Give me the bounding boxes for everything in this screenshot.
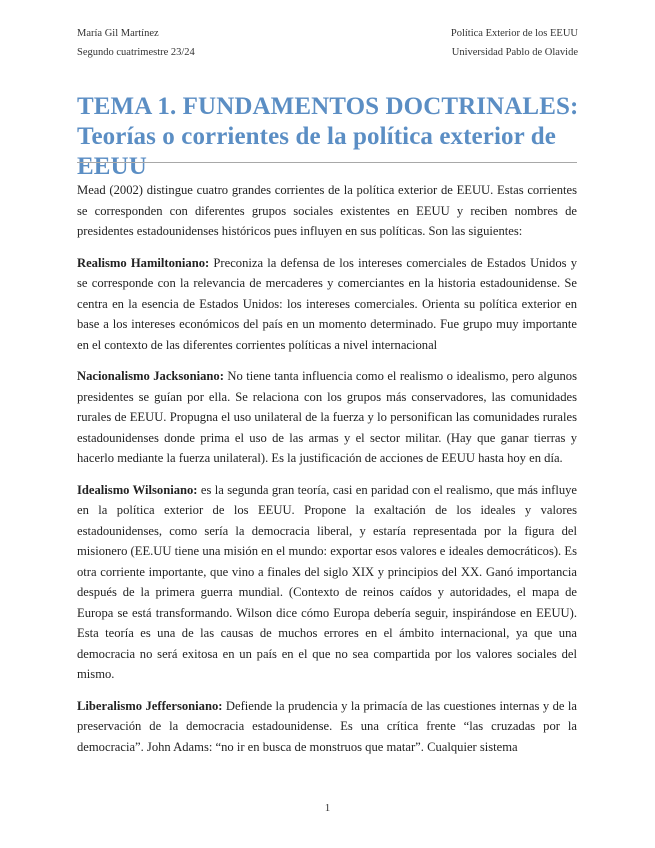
- header-course: Política Exterior de los EEUU: [450, 28, 578, 39]
- intro-paragraph: Mead (2002) distingue cuatro grandes corrientes de la política exterior de EEUU. Estas corrientes se corresponden con diferentes grupos sociales existentes en EEUU y reciben nombres de presidentes estadounidenses históricos pues influyen en sus políticas. Son las siguientes:: [77, 183, 577, 238]
- header-right: [451, 24, 578, 62]
- section-jacksonian: [77, 366, 577, 469]
- section-term: Liberalismo Jeffersoniano:: [77, 698, 223, 713]
- section-text: No tiene tanta influencia como el realismo o idealismo, pero algunos presidentes se guían por ella. Se relaciona con los grupos más conservadores, las comunidades rurales de EEUU. Propugna el uso unilateral de la fuerza y lo personifican las comunidades rurales estadounidenses donde prima el uso de las armas y el sector militar. (Hay que ganar tierras y hacerlo mediante la fuerza unilateral). Es la justificación de acciones de EEUU hasta hoy en día.: [77, 369, 578, 465]
- section-term: Realismo Hamiltoniano:: [77, 255, 210, 270]
- section-hamiltonian: [77, 253, 577, 356]
- title-line-2: Teorías o corrientes de la política exterior de EEUU: [77, 123, 556, 180]
- section-text: Preconiza la defensa de los intereses comerciales de Estados Unidos y se corresponde con la relevancia de mercaderes y comerciantes en la historia estadounidense. Se centra en la esencia de Estados Unidos: los intereses comerciales. Orienta su política exterior en base a los intereses económicos del país en un momento determinado. Fue grupo muy importante en el contexto de las diferentes corrientes políticas a nivel internacional: [77, 255, 578, 352]
- section-wilsonian: [77, 480, 577, 685]
- title-divider: [77, 162, 577, 163]
- header-author: María Gil Martínez: [77, 28, 159, 39]
- page-title: [77, 92, 587, 182]
- header-left: [77, 24, 195, 62]
- section-text: Defiende la prudencia y la primacía de las cuestiones internas y de la preservación de la democracia estadounidense. Es una crítica frente “las cruzadas por la democracia”. John Adams: “no ir en busca de monstruos que matar”. Cualquier sistema: [77, 698, 577, 754]
- section-term: Nacionalismo Jacksoniano:: [77, 369, 224, 383]
- page-number: 1: [324, 802, 331, 814]
- section-term: Idealismo Wilsoniano:: [77, 482, 198, 497]
- title-line-1: TEMA 1. FUNDAMENTOS DOCTRINALES:: [77, 93, 579, 120]
- section-text: es la segunda gran teoría, casi en paridad con el realismo, que más influye en la política exterior de los EEUU. Propone la exaltación de los ideales y valores estadounidenses, como sería la democracia liberal, y estaría representada por la figura del misionero (EE.UU tiene una misión en el mundo: exportar esos valores e ideales democráticos). Es otra corriente importante, que vino a finales del siglo XIX y principios del XX. Ganó importancia después de la primera guerra mundial. (Contexto de reinos caídos y autoridades, el mapa de Europa se está transformando. Wilson dice cómo Europa debería seguir, inspirándose en EEUU). Esta teoría es una de las causas de muchos errores en el ámbito internacional, ya que una democracia no será exitosa en un país en el que no sea compartida por los valores sociales del mismo.: [77, 482, 577, 681]
- document-body: [77, 180, 577, 768]
- header-term: Segundo cuatrimestre 23/24: [77, 47, 195, 58]
- section-jeffersonian: [77, 696, 577, 758]
- header-university: Universidad Pablo de Olavide: [451, 47, 578, 58]
